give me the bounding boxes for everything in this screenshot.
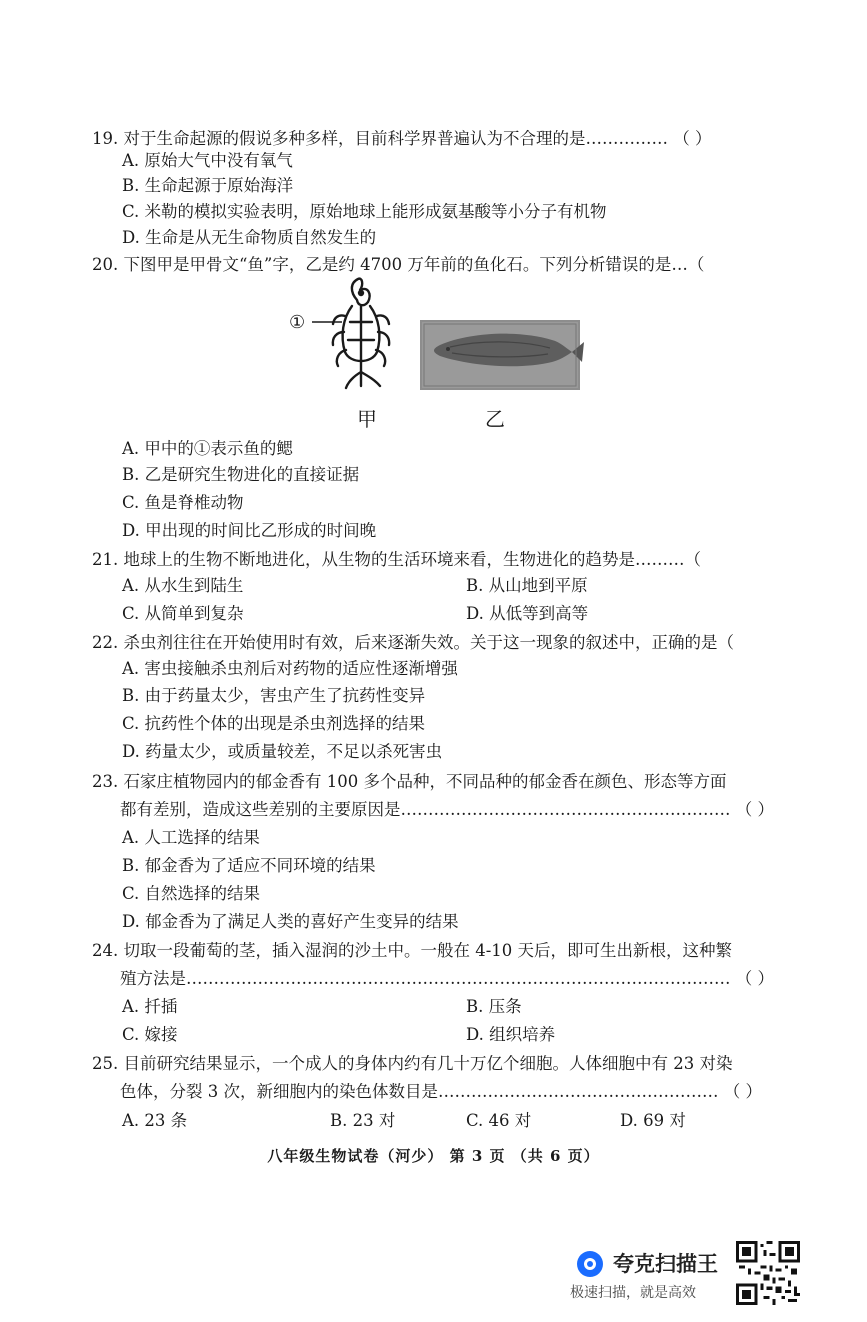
scanner-brand-tagline: 极速扫描，就是高效 bbox=[570, 1285, 696, 1301]
oracle-bone-fish-glyph bbox=[333, 279, 389, 388]
question-20-option-a: A. 甲中的①表示鱼的鳃 bbox=[122, 439, 293, 458]
question-24-option-c: C. 嫁接 bbox=[122, 1025, 178, 1044]
figure-marker-1: ① bbox=[289, 312, 306, 333]
scanner-watermark bbox=[570, 1245, 735, 1307]
question-22-option-a: A. 害虫接触杀虫剂后对药物的适应性逐渐增强 bbox=[122, 659, 458, 678]
question-23-stem-line-2: 都有差别，造成这些差别的主要原因是…………………………………………………… （ ） bbox=[120, 800, 774, 819]
question-24-option-b: B. 压条 bbox=[466, 997, 522, 1016]
scanner-logo-icon bbox=[575, 1249, 605, 1279]
question-24-option-d: D. 组织培养 bbox=[466, 1025, 556, 1044]
question-22-option-d: D. 药量太少，或质量较差，不足以杀死害虫 bbox=[122, 742, 443, 761]
question-20-stem: 20. 下图甲是甲骨文“鱼”字，乙是约 4700 万年前的鱼化石。下列分析错误的是…（ bbox=[92, 255, 705, 274]
question-23-option-d: D. 郁金香为了满足人类的喜好产生变异的结果 bbox=[122, 912, 459, 931]
question-23-option-a: A. 人工选择的结果 bbox=[122, 828, 260, 847]
question-24-stem-line-2: 殖方法是……………………………………………………………………………………… （ ） bbox=[120, 969, 774, 988]
question-19-option-c: C. 米勒的模拟实验表明，原始地球上能形成氨基酸等小分子有机物 bbox=[122, 202, 607, 221]
question-25-stem-line-2: 色体，分裂 3 次，新细胞内的染色体数目是…………………………………………… （ ） bbox=[120, 1082, 762, 1101]
question-21-option-d: D. 从低等到高等 bbox=[466, 604, 589, 623]
question-25-option-b: B. 23 对 bbox=[330, 1111, 396, 1130]
question-24-stem-line-1: 24. 切取一段葡萄的茎，插入湿润的沙土中。一般在 4-10 天后，即可生出新根，这种繁 bbox=[92, 941, 733, 960]
question-19-option-d: D. 生命是从无生命物质自然发生的 bbox=[122, 228, 377, 247]
question-19-option-b: B. 生命起源于原始海洋 bbox=[122, 176, 294, 195]
question-19-stem: 19. 对于生命起源的假说多种多样，目前科学界普遍认为不合理的是…………… （ ） bbox=[92, 129, 712, 148]
question-23-stem-line-1: 23. 石家庄植物园内的郁金香有 100 多个品种，不同品种的郁金香在颜色、形态等方面 bbox=[92, 772, 727, 791]
question-23-option-c: C. 自然选择的结果 bbox=[122, 884, 261, 903]
fish-fossil-image bbox=[420, 320, 584, 390]
figure-label-jia: 甲 bbox=[357, 407, 377, 431]
figure-label-yi: 乙 bbox=[485, 407, 505, 431]
question-25-option-d: D. 69 对 bbox=[620, 1111, 686, 1130]
question-22-option-b: B. 由于药量太少，害虫产生了抗药性变异 bbox=[122, 686, 426, 705]
qr-code-icon bbox=[736, 1241, 800, 1305]
question-21-stem: 21. 地球上的生物不断地进化，从生物的生活环境来看，生物进化的趋势是………（ bbox=[92, 550, 701, 569]
question-21-option-a: A. 从水生到陆生 bbox=[122, 576, 244, 595]
scanner-brand-name: 夸克扫描王 bbox=[613, 1252, 718, 1276]
question-22-stem: 22. 杀虫剂往往在开始使用时有效，后来逐渐失效。关于这一现象的叙述中，正确的是（ bbox=[92, 633, 734, 652]
question-24-option-a: A. 扦插 bbox=[122, 997, 178, 1016]
question-22-option-c: C. 抗药性个体的出现是杀虫剂选择的结果 bbox=[122, 714, 426, 733]
question-21-option-b: B. 从山地到平原 bbox=[466, 576, 588, 595]
question-19-option-a: A. 原始大气中没有氧气 bbox=[122, 151, 293, 170]
question-20-option-c: C. 鱼是脊椎动物 bbox=[122, 493, 244, 512]
question-25-stem-line-1: 25. 目前研究结果显示，一个成人的身体内约有几十万亿个细胞。人体细胞中有 23 对染 bbox=[92, 1054, 733, 1073]
page-footer: 八年级生物试卷（河少） 第 3 页 （共 6 页） bbox=[267, 1147, 600, 1165]
question-20-option-d: D. 甲出现的时间比乙形成的时间晚 bbox=[122, 521, 377, 540]
question-23-option-b: B. 郁金香为了适应不同环境的结果 bbox=[122, 856, 376, 875]
question-20-option-b: B. 乙是研究生物进化的直接证据 bbox=[122, 465, 360, 484]
question-25-option-c: C. 46 对 bbox=[466, 1111, 532, 1130]
question-21-option-c: C. 从简单到复杂 bbox=[122, 604, 244, 623]
question-25-option-a: A. 23 条 bbox=[122, 1111, 188, 1130]
